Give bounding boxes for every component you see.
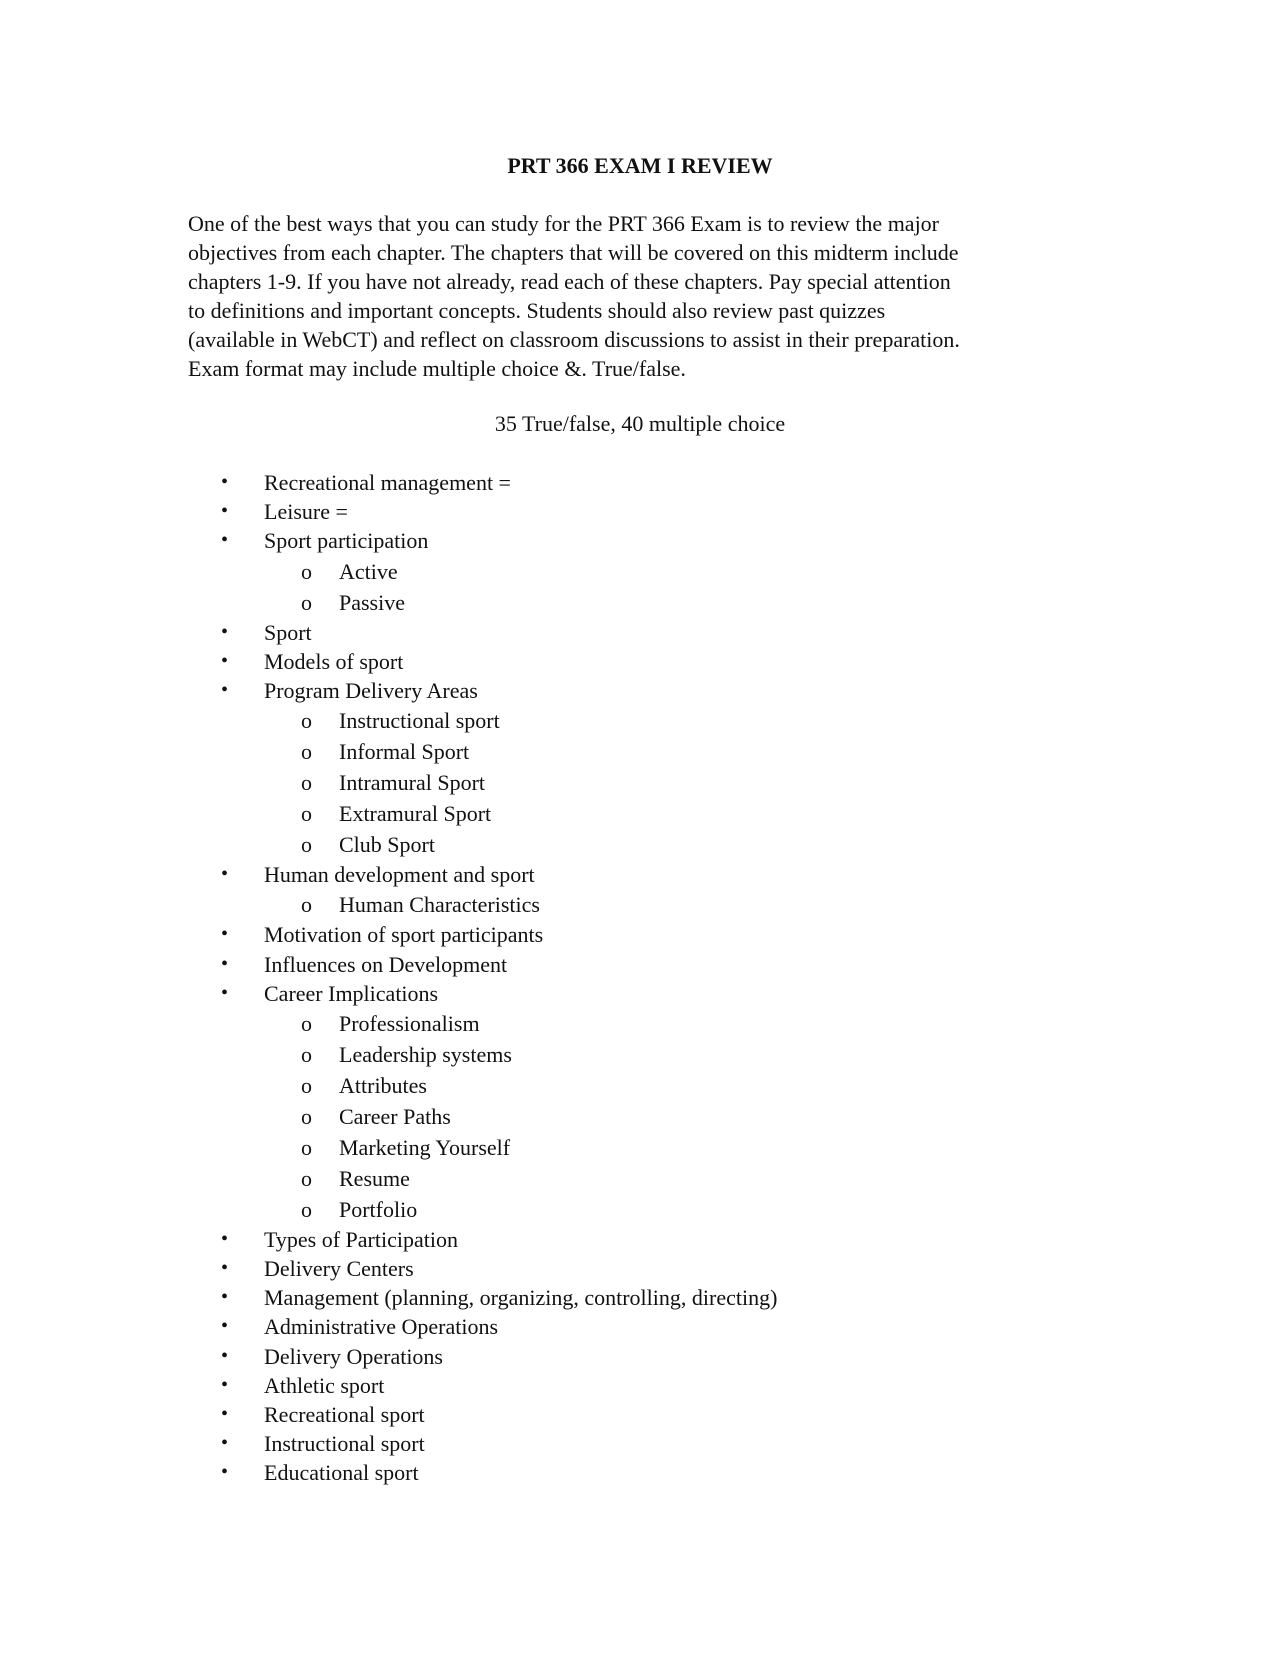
outline-item <box>0 860 1280 889</box>
outline-item-label: Management (planning, organizing, controlling, directing) <box>264 1285 778 1311</box>
sub-bullet-icon: o <box>301 801 312 827</box>
outline-item-label: Recreational sport <box>264 1402 425 1427</box>
intro-line: Exam format may include multiple choice &. True/false. <box>188 356 686 381</box>
bullet-icon: • <box>221 1227 229 1250</box>
outline-item <box>0 1254 1280 1283</box>
outline-item-label: Extramural Sport <box>339 801 492 827</box>
outline-subitem <box>0 798 1280 829</box>
outline-item <box>0 1400 1280 1429</box>
bullet-icon: • <box>221 981 229 1004</box>
outline-item-label: Athletic sport <box>264 1372 385 1398</box>
outline-item-label: Informal Sport <box>339 739 470 765</box>
outline-subitem <box>0 1132 1280 1163</box>
outline-item-label: Resume <box>339 1165 410 1191</box>
intro-line: to definitions and important concepts. Students should also review past quizzes <box>188 298 886 323</box>
outline-item-label: Administrative Operations <box>264 1314 499 1340</box>
outline-item-label: Attributes <box>339 1072 427 1098</box>
outline-subitem <box>0 829 1280 860</box>
outline-item-label: Intramural Sport <box>339 770 486 796</box>
sub-bullet-icon: o <box>301 1165 312 1191</box>
outline-item-label: Delivery Centers <box>264 1256 414 1282</box>
bullet-icon: • <box>221 863 229 886</box>
outline-item-label: Educational sport <box>264 1460 419 1486</box>
outline-item <box>0 950 1280 979</box>
outline-item-label: Portfolio <box>339 1196 418 1222</box>
bullet-icon: • <box>221 678 229 701</box>
intro-paragraph <box>188 209 1088 383</box>
bullet-icon: • <box>221 529 229 552</box>
outline-subitem <box>0 1101 1280 1132</box>
outline-item-label: Delivery Operations <box>264 1343 443 1369</box>
bullet-icon: • <box>221 1461 229 1484</box>
outline-item-label: Leadership systems <box>339 1041 512 1067</box>
bullet-icon: • <box>221 923 229 946</box>
outline-subitem <box>0 1070 1280 1101</box>
bullet-icon: • <box>221 1257 229 1280</box>
outline-item <box>0 1429 1280 1458</box>
outline-item-label: Career Implications <box>264 980 439 1006</box>
sub-bullet-icon: o <box>301 892 312 918</box>
outline-item-label: Types of Participation <box>264 1226 458 1252</box>
outline-item-label: Instructional sport <box>339 708 500 734</box>
sub-bullet-icon: o <box>301 589 312 615</box>
outline-item <box>0 1225 1280 1254</box>
exam-format-line: 35 True/false, 40 multiple choice <box>494 411 786 436</box>
bullet-icon: • <box>221 1432 229 1455</box>
bullet-icon: • <box>221 649 229 672</box>
outline-item <box>0 497 1280 526</box>
outline-item-label: Marketing Yourself <box>339 1134 511 1160</box>
bullet-icon: • <box>221 1286 229 1309</box>
outline-subitem <box>0 1163 1280 1194</box>
outline-item-label: Active <box>339 558 398 584</box>
sub-bullet-icon: o <box>301 1196 312 1222</box>
outline-item <box>0 1312 1280 1341</box>
bullet-icon: • <box>221 1344 229 1367</box>
outline-subitem <box>0 767 1280 798</box>
bullet-icon: • <box>221 1403 229 1425</box>
outline-item <box>0 1371 1280 1400</box>
sub-bullet-icon: o <box>301 1103 312 1129</box>
bullet-icon: • <box>221 471 229 493</box>
intro-line: One of the best ways that you can study for the PRT 366 Exam is to review the major <box>188 211 940 236</box>
sub-bullet-icon: o <box>301 832 312 858</box>
bullet-icon: • <box>221 500 229 523</box>
outline-item <box>0 526 1280 555</box>
outline-subitem <box>0 889 1280 920</box>
sub-bullet-icon: o <box>301 1134 312 1160</box>
outline-item-label: Influences on Development <box>264 951 508 977</box>
outline-item <box>0 468 1280 497</box>
intro-line: (available in WebCT) and reflect on classroom discussions to assist in their preparation. <box>188 327 960 352</box>
outline-subitem <box>0 705 1280 736</box>
outline-subitem <box>0 1008 1280 1039</box>
outline-subitem <box>0 556 1280 587</box>
outline-item <box>0 1458 1280 1487</box>
outline-item <box>0 1283 1280 1312</box>
outline-item-label: Club Sport <box>339 832 435 858</box>
outline-item <box>0 676 1280 705</box>
outline-item-label: Career Paths <box>339 1103 451 1129</box>
outline-item <box>0 618 1280 647</box>
sub-bullet-icon: o <box>301 739 312 765</box>
review-outline-list <box>0 468 1280 1488</box>
bullet-icon: • <box>221 952 229 975</box>
outline-item-label: Sport participation <box>264 528 429 554</box>
outline-item-label: Program Delivery Areas <box>264 677 478 703</box>
sub-bullet-icon: o <box>301 558 312 584</box>
outline-item-label: Motivation of sport participants <box>264 922 544 948</box>
outline-subitem <box>0 1039 1280 1070</box>
outline-item-label: Human development and sport <box>264 862 535 888</box>
outline-subitem <box>0 587 1280 618</box>
bullet-icon: • <box>221 1373 229 1396</box>
outline-item-label: Leisure = <box>264 499 348 525</box>
outline-item-label: Recreational management = <box>264 470 511 495</box>
bullet-icon: • <box>221 1315 229 1338</box>
outline-item-label: Sport <box>264 619 312 645</box>
intro-line: chapters 1-9. If you have not already, read each of these chapters. Pay special attention <box>188 269 951 294</box>
outline-item <box>0 1342 1280 1371</box>
outline-item <box>0 979 1280 1008</box>
sub-bullet-icon: o <box>301 1041 312 1067</box>
sub-bullet-icon: o <box>301 770 312 796</box>
outline-item <box>0 920 1280 949</box>
outline-item-label: Professionalism <box>339 1010 480 1036</box>
sub-bullet-icon: o <box>301 708 312 734</box>
sub-bullet-icon: o <box>301 1010 312 1036</box>
outline-item-label: Models of sport <box>264 648 404 674</box>
outline-item-label: Instructional sport <box>264 1431 425 1457</box>
bullet-icon: • <box>221 620 229 643</box>
intro-line: objectives from each chapter. The chapters that will be covered on this midterm include <box>188 240 959 265</box>
outline-subitem <box>0 736 1280 767</box>
outline-item <box>0 647 1280 676</box>
page-title: PRT 366 EXAM I REVIEW <box>507 153 773 178</box>
outline-item-label: Human Characteristics <box>339 892 540 918</box>
sub-bullet-icon: o <box>301 1072 312 1098</box>
outline-subitem <box>0 1194 1280 1225</box>
outline-item-label: Passive <box>339 589 405 615</box>
